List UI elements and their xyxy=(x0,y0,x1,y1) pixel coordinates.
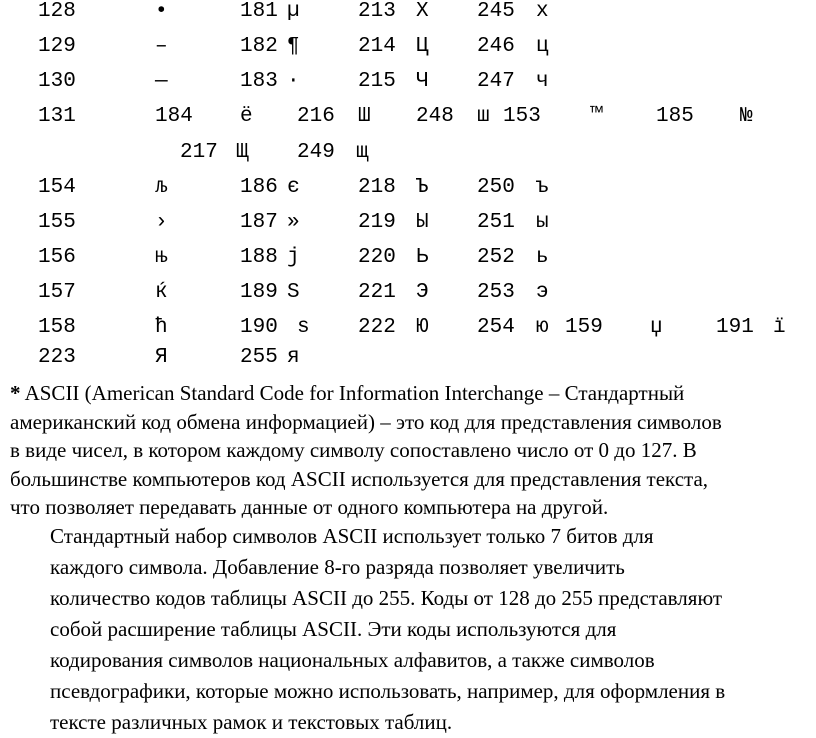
code-symbol: ќ xyxy=(155,281,168,304)
code-number: 184 xyxy=(155,105,193,128)
paragraph-line: тексте различных рамок и текстовых таблиц. xyxy=(50,710,453,734)
code-symbol: ™ xyxy=(590,105,603,128)
paragraph-line: Стандартный набор символов ASCII использует только 7 битов для xyxy=(50,524,654,548)
code-number: 190 xyxy=(240,316,278,339)
code-symbol: Ч xyxy=(416,70,429,93)
code-number: 155 xyxy=(38,211,76,234)
code-symbol: » xyxy=(287,211,300,234)
code-symbol: Ы xyxy=(416,211,429,234)
code-symbol: • xyxy=(155,0,168,23)
code-symbol: ъ xyxy=(536,176,549,199)
code-number: 221 xyxy=(358,281,396,304)
code-symbol: µ xyxy=(287,0,300,23)
code-number: 188 xyxy=(240,246,278,269)
paragraph-line: псевдографики, которые можно использовать, например, для оформления в xyxy=(50,679,726,703)
code-number: 214 xyxy=(358,35,396,58)
code-number: 128 xyxy=(38,0,76,23)
code-symbol: љ xyxy=(155,176,168,199)
code-number: 158 xyxy=(38,316,76,339)
code-number: 189 xyxy=(240,281,278,304)
code-number: 185 xyxy=(656,105,694,128)
code-symbol: Ъ xyxy=(416,176,429,199)
code-symbol: ю xyxy=(536,316,549,339)
footnote-line: что позволяет передавать данные от одного компьютера на другой. xyxy=(10,495,609,519)
code-number: 252 xyxy=(477,246,515,269)
code-number: 187 xyxy=(240,211,278,234)
code-number: 222 xyxy=(358,316,396,339)
code-number: 215 xyxy=(358,70,396,93)
footnote-marker: * xyxy=(10,381,21,405)
code-symbol: № xyxy=(740,105,753,128)
code-symbol: Э xyxy=(416,281,429,304)
code-number: 182 xyxy=(240,35,278,58)
code-symbol: ч xyxy=(536,70,549,93)
code-number: 131 xyxy=(38,105,76,128)
code-symbol: ь xyxy=(536,246,549,269)
code-symbol: ё xyxy=(240,105,253,128)
code-number: 220 xyxy=(358,246,396,269)
code-symbol: Я xyxy=(155,346,168,369)
footnote-line: в виде чисел, в котором каждому символу сопоставлено число от 0 до 127. В xyxy=(10,438,697,462)
code-symbol: ј xyxy=(287,246,300,269)
code-number: 251 xyxy=(477,211,515,234)
code-number: 183 xyxy=(240,70,278,93)
code-number: 129 xyxy=(38,35,76,58)
code-symbol: ц xyxy=(536,35,549,58)
code-symbol: щ xyxy=(356,141,369,164)
code-number: 218 xyxy=(358,176,396,199)
code-number: 213 xyxy=(358,0,396,23)
code-number: 249 xyxy=(297,141,335,164)
code-number: 245 xyxy=(477,0,515,23)
paragraph-line: кодирования символов национальных алфавитов, а также символов xyxy=(50,648,655,672)
code-number: 253 xyxy=(477,281,515,304)
code-symbol: – xyxy=(155,35,168,58)
code-number: 181 xyxy=(240,0,278,23)
code-symbol: њ xyxy=(155,246,168,269)
code-number: 153 xyxy=(503,105,541,128)
code-number: 250 xyxy=(477,176,515,199)
code-number: 156 xyxy=(38,246,76,269)
code-symbol: Щ xyxy=(236,141,249,164)
code-number: 216 xyxy=(297,105,335,128)
footnote-line-text: ASCII (American Standard Code for Information Interchange – Стандартный xyxy=(20,381,685,405)
code-symbol: Ц xyxy=(416,35,429,58)
code-symbol: Ь xyxy=(416,246,429,269)
code-number: 186 xyxy=(240,176,278,199)
code-number: 246 xyxy=(477,35,515,58)
code-symbol: · xyxy=(287,70,300,93)
code-number: 255 xyxy=(240,346,278,369)
paragraph-line: количество кодов таблицы ASCII до 255. Коды от 128 до 255 представляют xyxy=(50,586,723,610)
code-symbol: є xyxy=(287,176,300,199)
code-number: 191 xyxy=(716,316,754,339)
code-symbol: ѕ xyxy=(297,316,310,339)
code-symbol: ы xyxy=(536,211,549,234)
code-number: 154 xyxy=(38,176,76,199)
footnote-line xyxy=(10,379,816,408)
code-symbol: ш xyxy=(477,105,490,128)
code-number: 247 xyxy=(477,70,515,93)
code-symbol: я xyxy=(287,346,300,369)
code-symbol: — xyxy=(155,70,168,93)
footnote xyxy=(10,379,816,522)
code-number: 254 xyxy=(477,316,515,339)
code-symbol: џ xyxy=(650,316,663,339)
code-number: 219 xyxy=(358,211,396,234)
code-symbol: Ю xyxy=(416,316,429,339)
footnote-line: американский код обмена информацией) – это код для представления символов xyxy=(10,409,722,434)
code-symbol: ћ xyxy=(155,316,168,339)
code-number: 248 xyxy=(416,105,454,128)
code-number: 217 xyxy=(180,141,218,164)
code-number: 157 xyxy=(38,281,76,304)
code-symbol: › xyxy=(155,211,168,234)
code-symbol: х xyxy=(536,0,549,23)
code-number: 130 xyxy=(38,70,76,93)
code-symbol: Х xyxy=(416,0,429,23)
paragraph-line: каждого символа. Добавление 8-го разряда позволяет увеличить xyxy=(50,555,625,579)
paragraph-line: собой расширение таблицы ASCII. Эти коды используются для xyxy=(50,617,617,641)
code-number: 223 xyxy=(38,346,76,369)
description-paragraph xyxy=(50,521,816,738)
code-symbol: Ш xyxy=(358,105,371,128)
code-number: 159 xyxy=(565,316,603,339)
footnote-line: большинстве компьютеров код ASCII используется для представления текста, xyxy=(10,466,709,491)
code-symbol: ¶ xyxy=(287,35,300,58)
code-symbol: Ѕ xyxy=(287,281,300,304)
code-symbol: ї xyxy=(773,316,786,339)
code-symbol: э xyxy=(536,281,549,304)
